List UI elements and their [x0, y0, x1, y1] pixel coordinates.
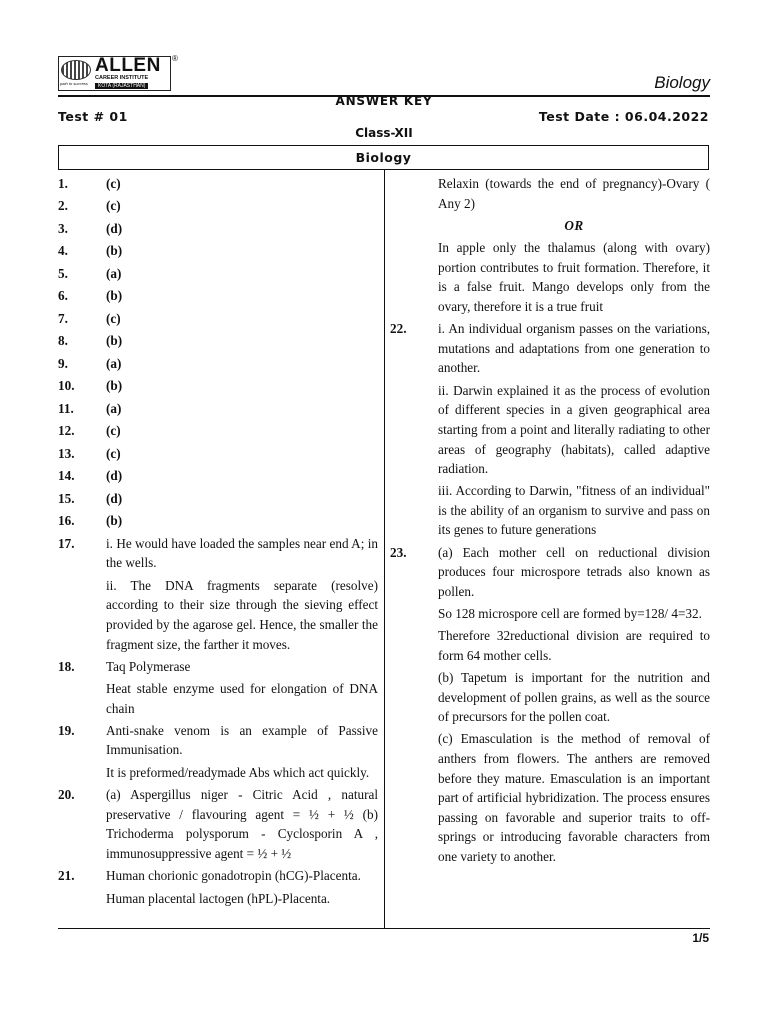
answer-text: i. He would have loaded the samples near end A; in the wells.	[106, 535, 378, 571]
answer-option: (b)	[106, 288, 123, 304]
answer-row	[58, 309, 378, 329]
subject-heading: Biology	[654, 73, 710, 92]
question-number: 5.	[58, 265, 68, 281]
answer-text: Human chorionic gonadotropin (hCG)-Placenta.	[106, 868, 361, 884]
answer-19	[58, 721, 378, 760]
answer-row	[58, 174, 378, 194]
answer-text: ii. Darwin explained it as the process of evolution of different species in a given geographical area starting from a point and literally radiating to other areas of geography (habitats), called adaptive radiation.	[438, 382, 710, 477]
class-label: Class-XII	[355, 126, 413, 140]
answer-text: Taq Polymerase	[106, 658, 191, 674]
answer-22	[390, 319, 710, 378]
question-number: 9.	[58, 355, 68, 371]
registered-mark: ®	[172, 54, 178, 63]
short-answer-list	[58, 174, 378, 531]
allen-logo	[58, 56, 182, 92]
answer-option: (c)	[106, 423, 121, 439]
test-number: Test # 01	[58, 109, 128, 124]
answer-text: In apple only the thalamus (along with ovary) portion contributes to fruit formation. Therefore, it is a false fruit. Mango develops only from the ovary, therefore it is a true fruit	[438, 240, 710, 315]
answer-row	[58, 511, 378, 531]
answer-option: (c)	[106, 445, 121, 461]
section-title-box: Biology	[58, 145, 709, 170]
question-number: 4.	[58, 243, 68, 259]
test-date: Test Date : 06.04.2022	[538, 109, 709, 124]
answer-18	[58, 657, 378, 677]
question-number: 12.	[58, 423, 75, 439]
answer-option: (b)	[106, 513, 123, 529]
question-number: 13.	[58, 445, 75, 461]
answer-option: (c)	[106, 198, 121, 214]
question-number: 23.	[390, 544, 407, 560]
answer-text: ii. The DNA fragments separate (resolve) according to their size through the sieving effect provided by the agarose gel. Hence, the smaller the fragment size, the farther it moves.	[106, 577, 378, 652]
answer-text: (c) Emasculation is the method of removal of anthers from flowers. The anthers are removed before they mature. Emasculation is an important part of artificial hybridization. The process ensures passing on favorable and superior traits to off-springs or introducing favorable characters from one variety to another.	[438, 731, 710, 864]
answer-row	[58, 444, 378, 464]
answer-option: (a)	[106, 400, 122, 416]
question-number: 22.	[390, 321, 407, 337]
question-number: 19.	[58, 722, 75, 738]
question-number: 1.	[58, 176, 68, 191]
answer-text: Human placental lactogen (hPL)-Placenta.	[106, 890, 331, 906]
answer-text: i. An individual organism passes on the variations, mutations and adaptations from one generation to another.	[438, 321, 710, 376]
question-number: 2.	[58, 198, 68, 214]
logo-subtitle: CAREER INSTITUTE	[95, 75, 149, 81]
answer-21	[58, 866, 378, 886]
logo-emblem-icon	[61, 60, 91, 80]
answer-option: (d)	[106, 490, 123, 506]
answer-option: (b)	[106, 378, 123, 394]
logo-city: KOTA (RAJASTHAN)	[95, 83, 148, 89]
answer-text: Relaxin (towards the end of pregnancy)-Ovary ( Any 2)	[438, 176, 710, 211]
answer-row	[58, 286, 378, 306]
question-number: 15.	[58, 490, 75, 506]
question-number: 16.	[58, 513, 75, 529]
left-column	[58, 174, 378, 911]
answer-option: (c)	[106, 176, 121, 191]
answer-row	[58, 399, 378, 419]
answer-text: It is preformed/readymade Abs which act quickly.	[106, 764, 370, 780]
column-divider	[384, 170, 385, 928]
question-number: 14.	[58, 468, 75, 484]
answer-17	[58, 534, 378, 573]
answer-row	[58, 376, 378, 396]
question-number: 11.	[58, 400, 74, 416]
question-number: 18.	[58, 658, 75, 674]
answer-option: (c)	[106, 310, 121, 326]
answer-option: (b)	[106, 333, 123, 349]
answer-option: (a)	[106, 265, 122, 281]
answer-text: So 128 microspore cell are formed by=128/ 4=32.	[438, 606, 702, 622]
or-separator: OR	[564, 217, 584, 233]
question-number: 10.	[58, 378, 75, 394]
footer-rule	[58, 928, 710, 929]
answer-row	[58, 196, 378, 216]
question-number: 6.	[58, 288, 68, 304]
answer-option: (a)	[106, 355, 122, 371]
answer-text: Anti-snake venom is an example of Passive Immunisation.	[106, 722, 378, 758]
answer-text: (a) Aspergillus niger - Citric Acid , natural preservative / flavouring agent = ½ + ½ (b) Trichoderma polysporum - Cyclosporin A , immunosuppressive agent = ½ + ½	[106, 787, 378, 861]
page-title: ANSWER KEY	[335, 94, 433, 108]
answer-row	[58, 466, 378, 486]
answer-row	[58, 264, 378, 284]
question-number: 8.	[58, 333, 68, 349]
question-number: 3.	[58, 220, 68, 236]
answer-row	[58, 489, 378, 509]
answer-option: (d)	[106, 468, 123, 484]
answer-23	[390, 543, 710, 602]
answer-row	[58, 219, 378, 239]
answer-option: (d)	[106, 220, 123, 236]
question-number: 17.	[58, 535, 75, 551]
answer-row	[58, 241, 378, 261]
right-column	[390, 174, 710, 869]
answer-text: (b) Tapetum is important for the nutrition and development of pollen grains, as well as the source of precursors for the pollen coat.	[438, 670, 710, 725]
answer-option: (b)	[106, 243, 123, 259]
page-number: 1/5	[692, 931, 709, 945]
question-number: 21.	[58, 868, 75, 884]
answer-text: Heat stable enzyme used for elongation of DNA chain	[106, 681, 378, 716]
answer-text: iii. According to Darwin, "fitness of an individual" is the ability of an organism to survive and pass on its genes to future generations	[438, 483, 710, 538]
answer-row	[58, 421, 378, 441]
answer-row	[58, 331, 378, 351]
answer-20	[58, 785, 378, 863]
question-number: 7.	[58, 310, 68, 326]
answer-text: (a) Each mother cell on reductional division produces four microspore tetrads also known as pollen.	[438, 544, 710, 599]
question-number: 20.	[58, 787, 75, 803]
answer-row	[58, 354, 378, 374]
answer-text: Therefore 32reductional division are required to form 64 mother cells.	[438, 628, 710, 663]
logo-wordmark: ALLEN	[95, 55, 161, 76]
logo-tagline: path to success	[60, 81, 88, 86]
